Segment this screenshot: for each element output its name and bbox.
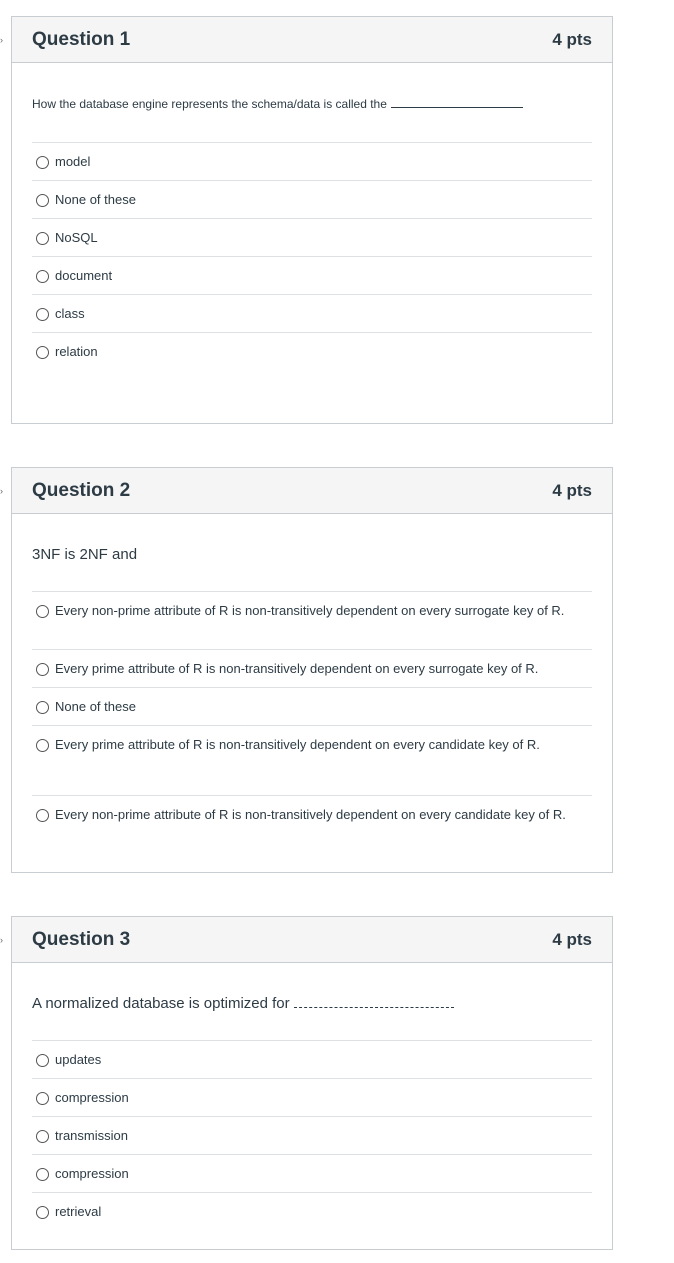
answer-option[interactable] <box>32 257 592 295</box>
answer-label: retrieval <box>55 1204 102 1219</box>
answer-label: transmission <box>55 1128 128 1143</box>
radio-button[interactable] <box>36 270 49 283</box>
question-title: Question 2 <box>32 479 131 501</box>
answer-label: model <box>55 154 91 169</box>
question-2 <box>11 467 613 873</box>
answer-option[interactable] <box>32 688 592 726</box>
answer-list <box>32 591 592 854</box>
radio-button[interactable] <box>36 1092 49 1105</box>
answer-option[interactable] <box>32 1041 592 1079</box>
answer-option[interactable] <box>32 726 592 796</box>
radio-button[interactable] <box>36 1054 49 1067</box>
answer-option[interactable] <box>32 143 592 181</box>
radio-button[interactable] <box>36 663 49 676</box>
question-points: 4 pts <box>552 480 592 500</box>
radio-button[interactable] <box>36 232 49 245</box>
question-text: How the database engine represents the schema/data is called the <box>32 63 592 142</box>
question-title: Question 3 <box>32 928 131 950</box>
flag-icon: › <box>0 486 3 496</box>
radio-button[interactable] <box>36 1168 49 1181</box>
radio-button[interactable] <box>36 1130 49 1143</box>
radio-button[interactable] <box>36 1206 49 1219</box>
radio-button[interactable] <box>36 739 49 752</box>
flag-icon: › <box>0 35 3 45</box>
answer-label: compression <box>55 1166 129 1181</box>
answer-option[interactable] <box>32 333 592 371</box>
question-header <box>12 917 612 963</box>
answer-label: relation <box>55 344 98 359</box>
question-text: 3NF is 2NF and <box>32 546 138 563</box>
answer-label: class <box>55 306 85 321</box>
question-points: 4 pts <box>552 929 592 949</box>
answer-option[interactable] <box>32 1155 592 1193</box>
question-header <box>12 17 612 63</box>
question-1 <box>11 16 613 424</box>
answer-label: Every non-prime attribute of R is non-transitively dependent on every candidate key of R. <box>55 807 566 822</box>
answer-label: Every prime attribute of R is non-transitively dependent on every surrogate key of R. <box>55 661 539 676</box>
answer-label: Every prime attribute of R is non-transitively dependent on every candidate key of R. <box>55 737 540 752</box>
blank-line <box>391 97 523 108</box>
question-title: Question 1 <box>32 28 131 50</box>
answer-option[interactable] <box>32 1193 592 1231</box>
answer-list <box>32 142 592 371</box>
radio-button[interactable] <box>36 346 49 359</box>
question-text: A normalized database is optimized for <box>32 963 592 1040</box>
answer-label: None of these <box>55 699 136 714</box>
answer-option[interactable] <box>32 1079 592 1117</box>
answer-label: None of these <box>55 192 136 207</box>
blank-line <box>294 997 454 1008</box>
answer-list <box>32 1040 592 1231</box>
question-3 <box>11 916 613 1250</box>
radio-button[interactable] <box>36 156 49 169</box>
radio-button[interactable] <box>36 809 49 822</box>
answer-label: Every non-prime attribute of R is non-transitively dependent on every surrogate key of R. <box>55 603 565 618</box>
answer-option[interactable] <box>32 181 592 219</box>
answer-label: updates <box>55 1052 102 1067</box>
answer-option[interactable] <box>32 295 592 333</box>
answer-label: document <box>55 268 113 283</box>
answer-label: compression <box>55 1090 129 1105</box>
answer-option[interactable] <box>32 219 592 257</box>
answer-option[interactable] <box>32 1117 592 1155</box>
radio-button[interactable] <box>36 308 49 321</box>
radio-button[interactable] <box>36 194 49 207</box>
question-points: 4 pts <box>552 29 592 49</box>
answer-option[interactable] <box>32 796 592 854</box>
answer-label: NoSQL <box>55 230 98 245</box>
answer-option[interactable] <box>32 592 592 650</box>
answer-option[interactable] <box>32 650 592 688</box>
flag-icon: › <box>0 935 3 945</box>
radio-button[interactable] <box>36 605 49 618</box>
question-header <box>12 468 612 514</box>
radio-button[interactable] <box>36 701 49 714</box>
